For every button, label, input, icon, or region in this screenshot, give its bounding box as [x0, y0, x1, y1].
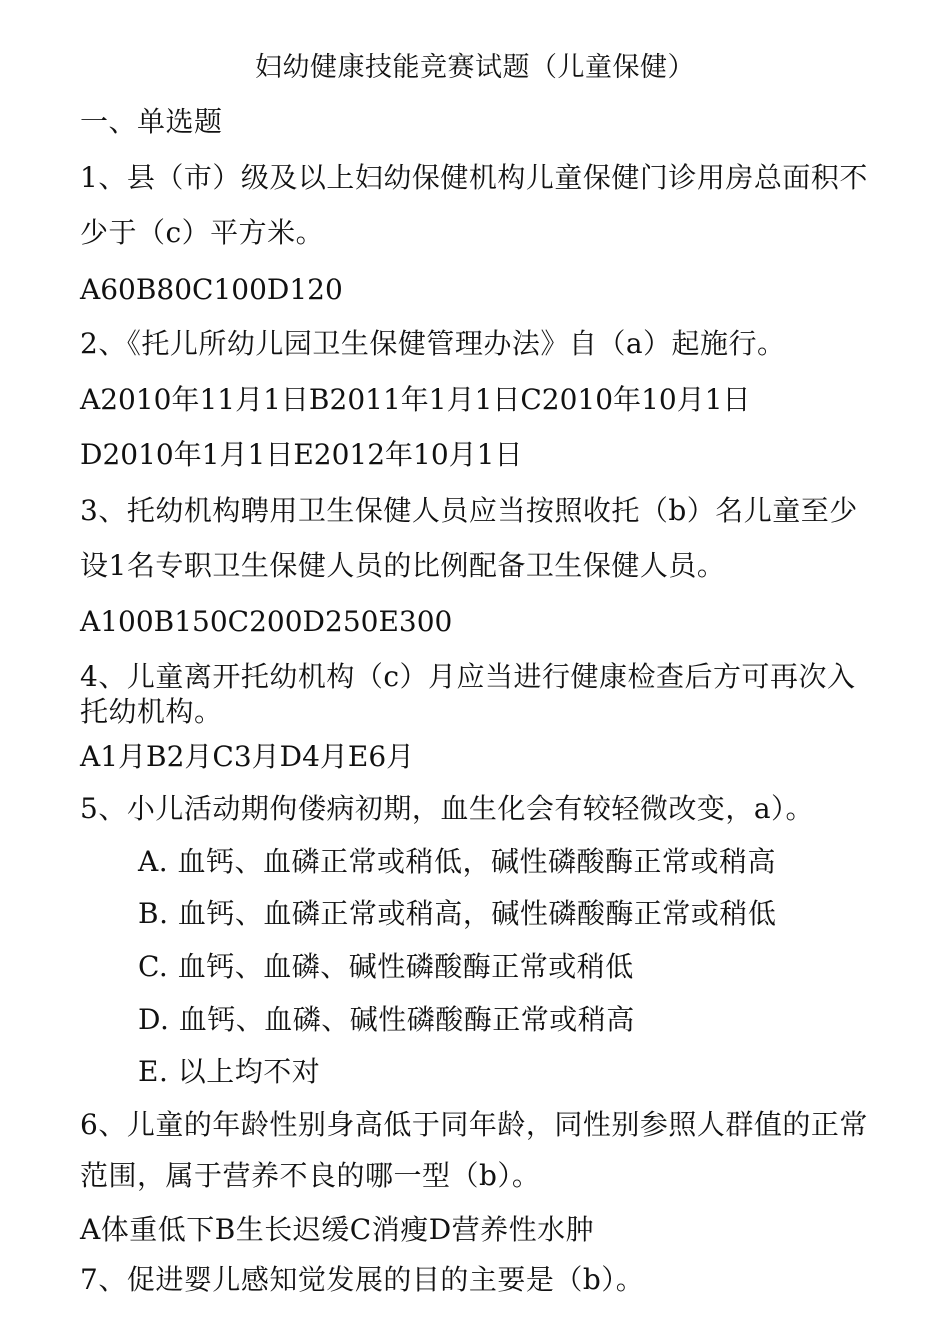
question-3-options: A100B150C200D250E300: [80, 605, 453, 638]
question-2-options-line-1: A2010年11月1日B2011年1月1日C2010年10月1日: [80, 383, 751, 416]
question-4-text-line-1: 4、儿童离开托幼机构（c）月应当进行健康检查后方可再次入: [80, 660, 856, 693]
question-5-option-a: A. 血钙、血磷正常或稍低，碱性磷酸酶正常或稍高: [138, 845, 777, 878]
document-title: 妇幼健康技能竞赛试题（儿童保健）: [255, 52, 695, 83]
question-6-options: A体重低下B生长迟缓C消瘦D营养性水肿: [80, 1213, 595, 1246]
section-heading: 一、单选题: [80, 105, 223, 138]
question-5-option-e: E. 以上均不对: [138, 1055, 321, 1088]
question-5-text-line-1: 5、小儿活动期佝偻病初期，血生化会有较轻微改变，a）。: [80, 792, 815, 825]
question-5-option-b: B. 血钙、血磷正常或稍高，碱性磷酸酶正常或稍低: [138, 897, 777, 930]
question-2-text-line-1: 2、《托儿所幼儿园卫生保健管理办法》自（a）起施行。: [80, 327, 786, 360]
question-5-option-d: D. 血钙、血磷、碱性磷酸酶正常或稍高: [138, 1003, 635, 1036]
question-1-text-line-2: 少于（c）平方米。: [80, 216, 325, 249]
question-7-text-line-1: 7、促进婴儿感知觉发展的目的主要是（b）。: [80, 1263, 645, 1296]
question-2-options-line-2: D2010年1月1日E2012年10月1日: [80, 438, 523, 471]
question-3-text-line-2: 设1名专职卫生保健人员的比例配备卫生保健人员。: [80, 549, 726, 582]
question-6-text-line-1: 6、儿童的年龄性别身高低于同年龄，同性别参照人群值的正常: [80, 1108, 868, 1141]
question-1-text-line-1: 1、县（市）级及以上妇幼保健机构儿童保健门诊用房总面积不: [80, 161, 868, 194]
question-5-option-c: C. 血钙、血磷、碱性磷酸酶正常或稍低: [138, 950, 634, 983]
question-6-text-line-2: 范围，属于营养不良的哪一型（b）。: [80, 1159, 541, 1192]
question-4-text-line-2: 托幼机构。: [80, 695, 223, 728]
question-3-text-line-1: 3、托幼机构聘用卫生保健人员应当按照收托（b）名儿童至少: [80, 494, 858, 527]
question-1-options: A60B80C100D120: [80, 273, 343, 306]
question-4-options: A1月B2月C3月D4月E6月: [80, 740, 415, 773]
